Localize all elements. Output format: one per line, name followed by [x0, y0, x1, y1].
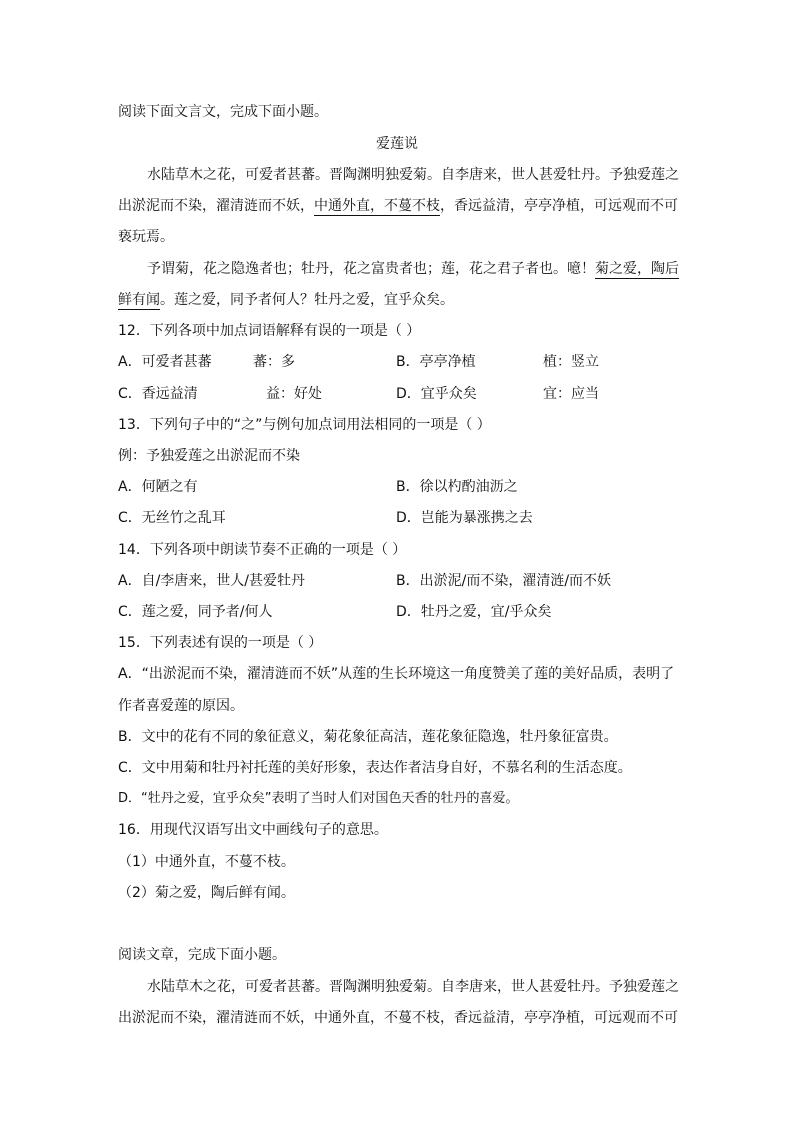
q15-option-a: A．“出淤泥而不染，濯清涟而不妖”从莲的生长环境这一角度赞美了莲的美好品质，表明了	[118, 666, 675, 682]
passage-line: 亵玩焉。	[118, 229, 174, 245]
q15-option-a-cont: 作者喜爱莲的原因。	[118, 698, 244, 714]
passage-line: 出淤泥而不染，濯清涟而不妖，中通外直，不蔓不枝，香远益清，亭亭净植，可远观而不可	[118, 198, 678, 214]
q16-sub-1: （1）中通外直，不蔓不枝。	[118, 854, 295, 870]
passage-line: 鲜有闻。莲之爱，同予者何人？牡丹之爱，宜乎众矣。	[118, 292, 454, 308]
q12-option-b-note: 植：竖立	[543, 354, 599, 370]
q12-option-d-note: 宜：应当	[543, 386, 599, 402]
q13-option-c: C．无丝竹之乱耳	[118, 510, 226, 526]
q12-option-a: A．可爱者甚蕃	[118, 354, 212, 370]
q14-option-d: D．牡丹之爱，宜/乎众矣	[396, 604, 552, 620]
q14-option-c: C．莲之爱，同予者/何人	[118, 604, 273, 620]
q13-option-b: B．徐以杓酌油沥之	[396, 479, 518, 495]
q15-option-b: B．文中的花有不同的象征意义，菊花象征高洁，莲花象征隐逸，牡丹象征富贵。	[118, 729, 618, 745]
passage-line: 出淤泥而不染，濯清涟而不妖，中通外直，不蔓不枝，香远益清，亭亭净植，可远观而不可	[118, 1010, 678, 1026]
q13-option-a: A．何陋之有	[118, 479, 198, 495]
q13-option-d: D．岂能为暴涨携之去	[396, 510, 533, 526]
q12-option-c-note: 益：好处	[266, 386, 322, 402]
q12-option-a-note: 蕃：多	[253, 354, 295, 370]
q13-example: 例：予独爱莲之出淤泥而不染	[118, 448, 300, 464]
passage-line: 水陆草木之花，可爱者甚蕃。晋陶渊明独爱菊。自李唐来，世人甚爱牡丹。予独爱莲之	[147, 979, 679, 995]
question-14-stem: 14．下列各项中朗读节奏不正确的一项是（ ）	[118, 542, 407, 558]
passage-line: 予谓菊，花之隐逸者也；牡丹，花之富贵者也；莲，花之君子者也。噫！菊之爱，陶后	[147, 261, 679, 277]
question-12-stem: 12．下列各项中加点词语解释有误的一项是（ ）	[118, 323, 421, 339]
underlined-sentence-2-cont: 鲜有闻	[118, 292, 160, 308]
underlined-sentence-2: 菊之爱，陶后	[595, 261, 679, 277]
q12-option-c: C．香远益清	[118, 386, 198, 402]
q15-option-d: D．“牡丹之爱，宜乎众矣”表明了当时人们对国色天香的牡丹的喜爱。	[118, 791, 519, 806]
q14-option-b: B．出淤泥/而不染，濯清涟/而不妖	[396, 573, 612, 589]
question-16-stem: 16．用现代汉语写出文中画线句子的意思。	[118, 822, 388, 838]
q12-option-d: D．宜乎众矣	[396, 386, 477, 402]
q16-sub-2: （2）菊之爱，陶后鲜有闻。	[118, 885, 295, 901]
q14-option-a: A．自/李唐来，世人/甚爱牡丹	[118, 573, 306, 589]
passage-title: 爱莲说	[376, 136, 418, 152]
reading-instruction: 阅读下面文言文，完成下面小题。	[118, 104, 328, 120]
question-13-stem: 13．下列句子中的“之”与例句加点词用法相同的一项是（ ）	[118, 417, 491, 433]
underlined-sentence-1: 中通外直，不蔓不枝	[314, 198, 440, 214]
q15-option-c: C．文中用菊和牡丹衬托莲的美好形象，表达作者洁身自好，不慕名利的生活态度。	[118, 760, 632, 776]
reading-instruction-2: 阅读文章，完成下面小题。	[118, 947, 286, 963]
q12-option-b: B．亭亭净植	[396, 354, 476, 370]
question-15-stem: 15．下列表述有误的一项是（ ）	[118, 635, 323, 651]
passage-line: 水陆草木之花，可爱者甚蕃。晋陶渊明独爱菊。自李唐来，世人甚爱牡丹。予独爱莲之	[147, 167, 679, 183]
